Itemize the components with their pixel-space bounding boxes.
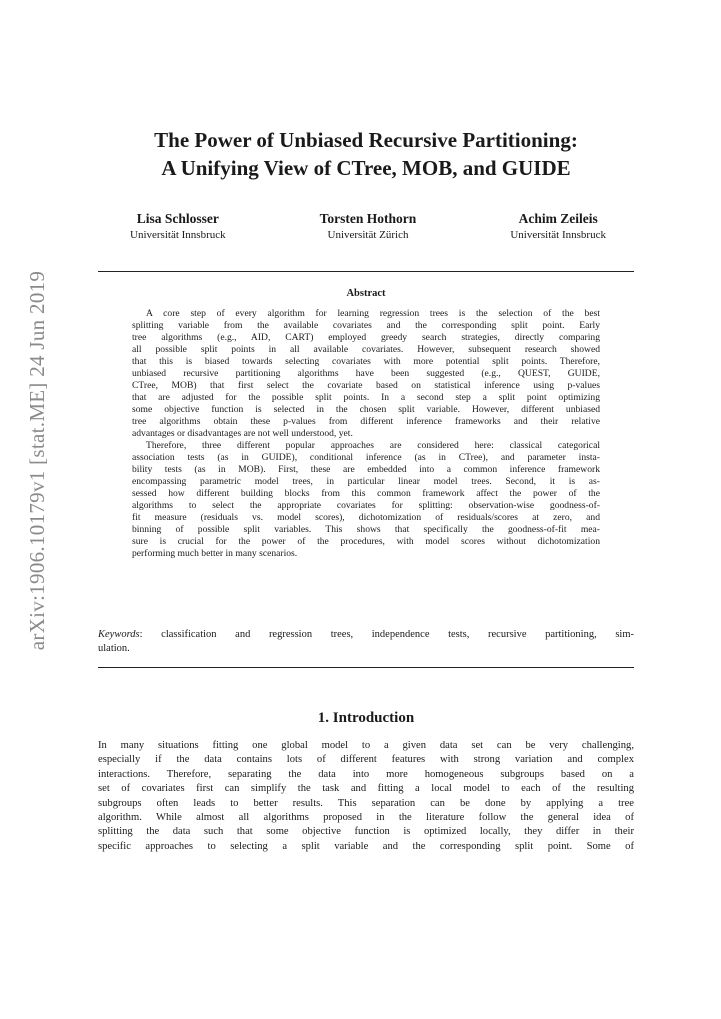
intro-line: splitting the data such that some objective function is optimized locally, they differ in their xyxy=(98,826,634,838)
author-name: Torsten Hothorn xyxy=(319,211,417,226)
abstract-line: that this is biased towards selecting covariates with more potential split points. Therefore, xyxy=(132,356,600,367)
abstract-line: splitting variable from the available covariates and the corresponding split point. Early xyxy=(132,320,600,331)
abstract-line: tree algorithms (e.g., AID, CART) employed greedy search strategies, directly comparing xyxy=(132,332,600,343)
intro-line: In many situations fitting one global model to a given data set can be very challenging, xyxy=(98,740,634,751)
abstract-line: algorithms to select the appropriate covariates for splitting: observation-wise goodness-of- xyxy=(132,500,600,511)
keywords-line xyxy=(98,628,634,642)
abstract-line: bility tests (as in MOB). First, these are embedded into a common inference framework xyxy=(132,464,600,475)
author-block xyxy=(320,210,417,243)
abstract-line: sessed how different building blocks from this common framework affect the power of the xyxy=(132,488,600,499)
keywords-label: Keywords xyxy=(98,629,140,640)
intro-line: set of covariates first can simplify the task and fitting a local model to each of the resulting xyxy=(98,783,634,795)
section-title: Introduction xyxy=(332,710,415,726)
intro-line: specific approaches to selecting a split variable and the corresponding split point. Some of xyxy=(98,840,634,852)
abstract-line: unbiased recursive partitioning algorithms have been suggested (e.g., QUEST, GUIDE, xyxy=(132,368,600,379)
title-line: A Unifying View of CTree, MOB, and GUIDE xyxy=(161,156,571,180)
abstract-line: that are adjusted for the possible split points. In a second step a split point optimizing xyxy=(132,392,600,403)
intro-line: algorithm. While almost all algorithms proposed in the literature follow the general idea of xyxy=(98,812,634,824)
abstract-line: fit measure (residuals vs. model scores), dichotomization of residuals/scores at zero, and xyxy=(132,512,600,523)
keywords-line: ulation. xyxy=(98,643,130,654)
abstract-line: advantages or disadvantages are not well understood, yet. xyxy=(132,428,353,439)
intro-line: interactions. Therefore, separating the data into more homogeneous subgroups based on a xyxy=(98,768,634,780)
abstract-line: performing much better in many scenarios. xyxy=(132,548,298,559)
author-block xyxy=(510,210,606,243)
abstract-bottom-rule xyxy=(98,667,634,668)
keywords-text: : classification and regression trees, independence tests, recursive partitioning, sim- xyxy=(139,629,634,640)
abstract-line: Therefore, three different popular approaches are considered here: classical categorical xyxy=(146,440,600,451)
abstract-line: CTree, MOB) that first select the covariate based on statistical inference using p-values xyxy=(132,380,600,391)
abstract-body xyxy=(132,308,600,560)
author-affiliation: Universität Innsbruck xyxy=(130,229,226,241)
abstract-line: some objective function is selected in the chosen split variable. However, different unbiased xyxy=(132,404,600,415)
abstract-line: encompassing parametric model trees, in particular linear model trees. Second, it is as- xyxy=(132,476,600,487)
title-line: The Power of Unbiased Recursive Partitioning: xyxy=(154,128,578,152)
intro-line: subgroups often leads to better results. This separation can be done by applying a tree xyxy=(98,797,634,809)
keywords-block xyxy=(98,628,634,656)
introduction-body xyxy=(98,739,634,854)
abstract-line: sure is crucial for the power of the procedures, with model scores without dichotomization xyxy=(132,536,600,547)
section-number: 1. xyxy=(317,710,330,726)
intro-line: especially if the data contains lots of different features with strong variation and complex xyxy=(98,754,634,766)
author-block xyxy=(130,210,226,243)
abstract-top-rule xyxy=(98,271,634,272)
abstract-line: association tests (as in GUIDE), conditional inference (as in CTree), and parameter insta- xyxy=(132,452,600,463)
abstract-heading: Abstract xyxy=(346,288,386,299)
author-name: Achim Zeileis xyxy=(518,211,598,226)
abstract-line: tree algorithms obtain these p-values from different inference frameworks and their relative xyxy=(132,416,600,427)
abstract-line: A core step of every algorithm for learning regression trees is the selection of the best xyxy=(146,308,600,319)
author-list xyxy=(98,210,634,243)
abstract-line: binning of possible split variables. This shows that specifically the goodness-of-fit mea- xyxy=(132,524,600,535)
arxiv-identifier-text: arXiv:1906.10179v1 [stat.ME] 24 Jun 2019 xyxy=(25,270,49,650)
abstract-line: all possible split points in all available covariates. However, subsequent research showed xyxy=(132,344,600,355)
author-name: Lisa Schlosser xyxy=(136,211,219,226)
author-affiliation: Universität Zürich xyxy=(327,229,409,241)
author-affiliation: Universität Innsbruck xyxy=(510,229,606,241)
paper-title xyxy=(98,126,634,182)
section-heading xyxy=(98,710,634,727)
arxiv-identifier xyxy=(20,270,55,650)
